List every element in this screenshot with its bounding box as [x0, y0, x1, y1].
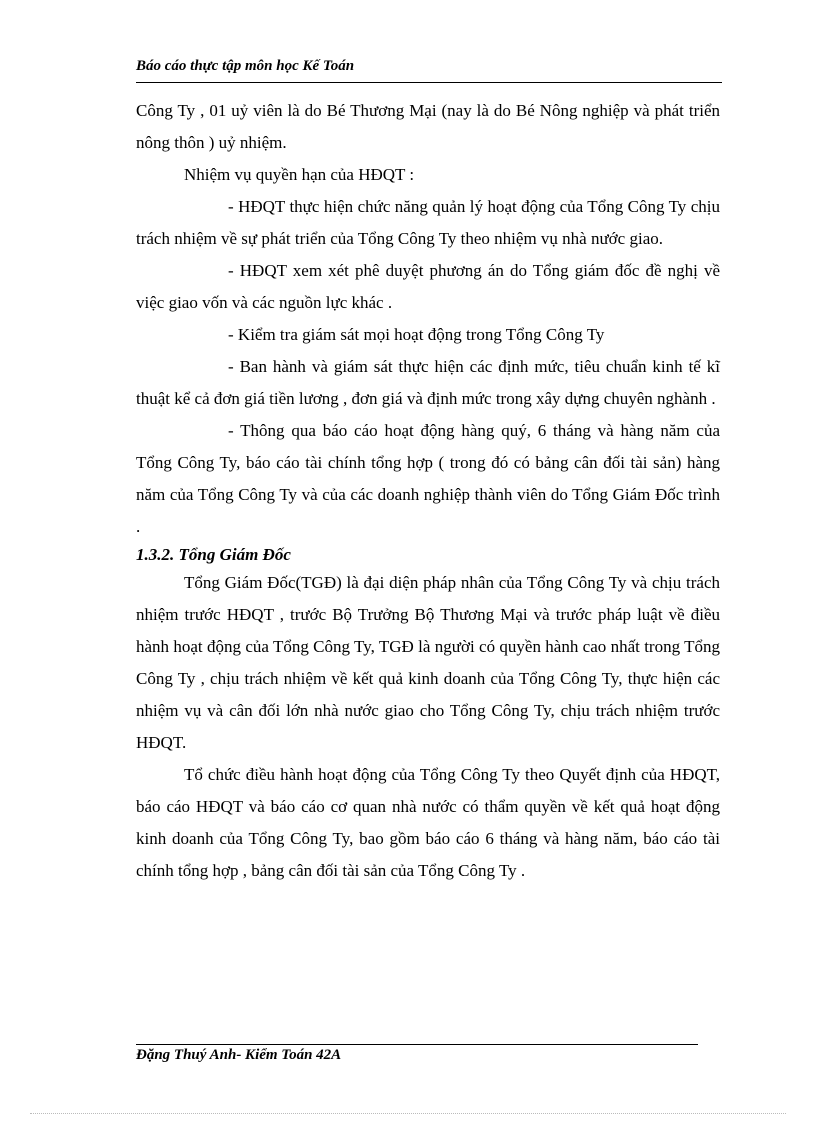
paragraph-duty-1: - HĐQT thực hiện chức năng quản lý hoạt động của Tổng Công Ty chịu trách nhiệm về sự phát triển của Tổng Công Ty theo nhiệm vụ nhà nước giao.: [136, 197, 720, 248]
paragraph-duty-2: - HĐQT xem xét phê duyệt phương án do Tổng giám đốc đề nghị về việc giao vốn và các nguồn lực khác .: [136, 261, 720, 312]
section-heading: 1.3.2. Tổng Giám Đốc: [136, 545, 291, 564]
paragraph-continuation: Công Ty , 01 uỷ viên là do Bé Thương Mại (nay là do Bé Nông nghiệp và phát triển nông thôn ) uỷ nhiệm.: [136, 101, 720, 152]
paragraph-duties-intro: Nhiệm vụ quyền hạn của HĐQT :: [184, 165, 415, 184]
page-bottom-border: [30, 1113, 786, 1114]
running-footer: Đặng Thuý Anh- Kiểm Toán 42A: [136, 1047, 342, 1063]
paragraph-ceo-operations: Tổ chức điều hành hoạt động của Tổng Công Ty theo Quyết định của HĐQT, báo cáo HĐQT và báo cáo cơ quan nhà nước có thẩm quyền về kết quả hoạt động kinh doanh của Tổng Công Ty, bao gồm báo cáo 6 tháng và hàng năm, báo cáo tài chính tổng hợp , bảng cân đối tài sản của Tổng Công Ty .: [136, 765, 720, 880]
header-rule: [136, 82, 722, 83]
body-text: [136, 95, 720, 887]
paragraph-ceo-role: Tổng Giám Đốc(TGĐ) là đại diện pháp nhân của Tổng Công Ty và chịu trách nhiệm trước HĐQT , trước Bộ Trưởng Bộ Thương Mại và trước pháp luật về điều hành hoạt động của Tổng Công Ty, TGĐ là người có quyền hành cao nhất trong Tổng Công Ty , chịu trách nhiệm về kết quả kinh doanh của Tổng Công Ty, thực hiện các nhiệm vụ và cân đối lớn nhà nước giao cho Tổng Công Ty, chịu trách nhiệm trước HĐQT.: [136, 573, 720, 752]
paragraph-duty-5: - Thông qua báo cáo hoạt động hàng quý, 6 tháng và hàng năm của Tổng Công Ty, báo cáo tài chính tổng hợp ( trong đó có bảng cân đối tài sản) hàng năm của Tổng Công Ty và của các doanh nghiệp thành viên do Tổng Giám Đốc trình .: [136, 421, 720, 536]
paragraph-duty-3: - Kiểm tra giám sát mọi hoạt động trong Tổng Công Ty: [228, 325, 605, 344]
footer-rule: [136, 1044, 698, 1045]
paragraph-duty-4: - Ban hành và giám sát thực hiện các định mức, tiêu chuẩn kinh tế kĩ thuật kể cả đơn giá tiền lương , đơn giá và định mức trong xây dựng chuyên nghành .: [136, 357, 720, 408]
running-header: Báo cáo thực tập môn học Kế Toán: [136, 58, 355, 74]
